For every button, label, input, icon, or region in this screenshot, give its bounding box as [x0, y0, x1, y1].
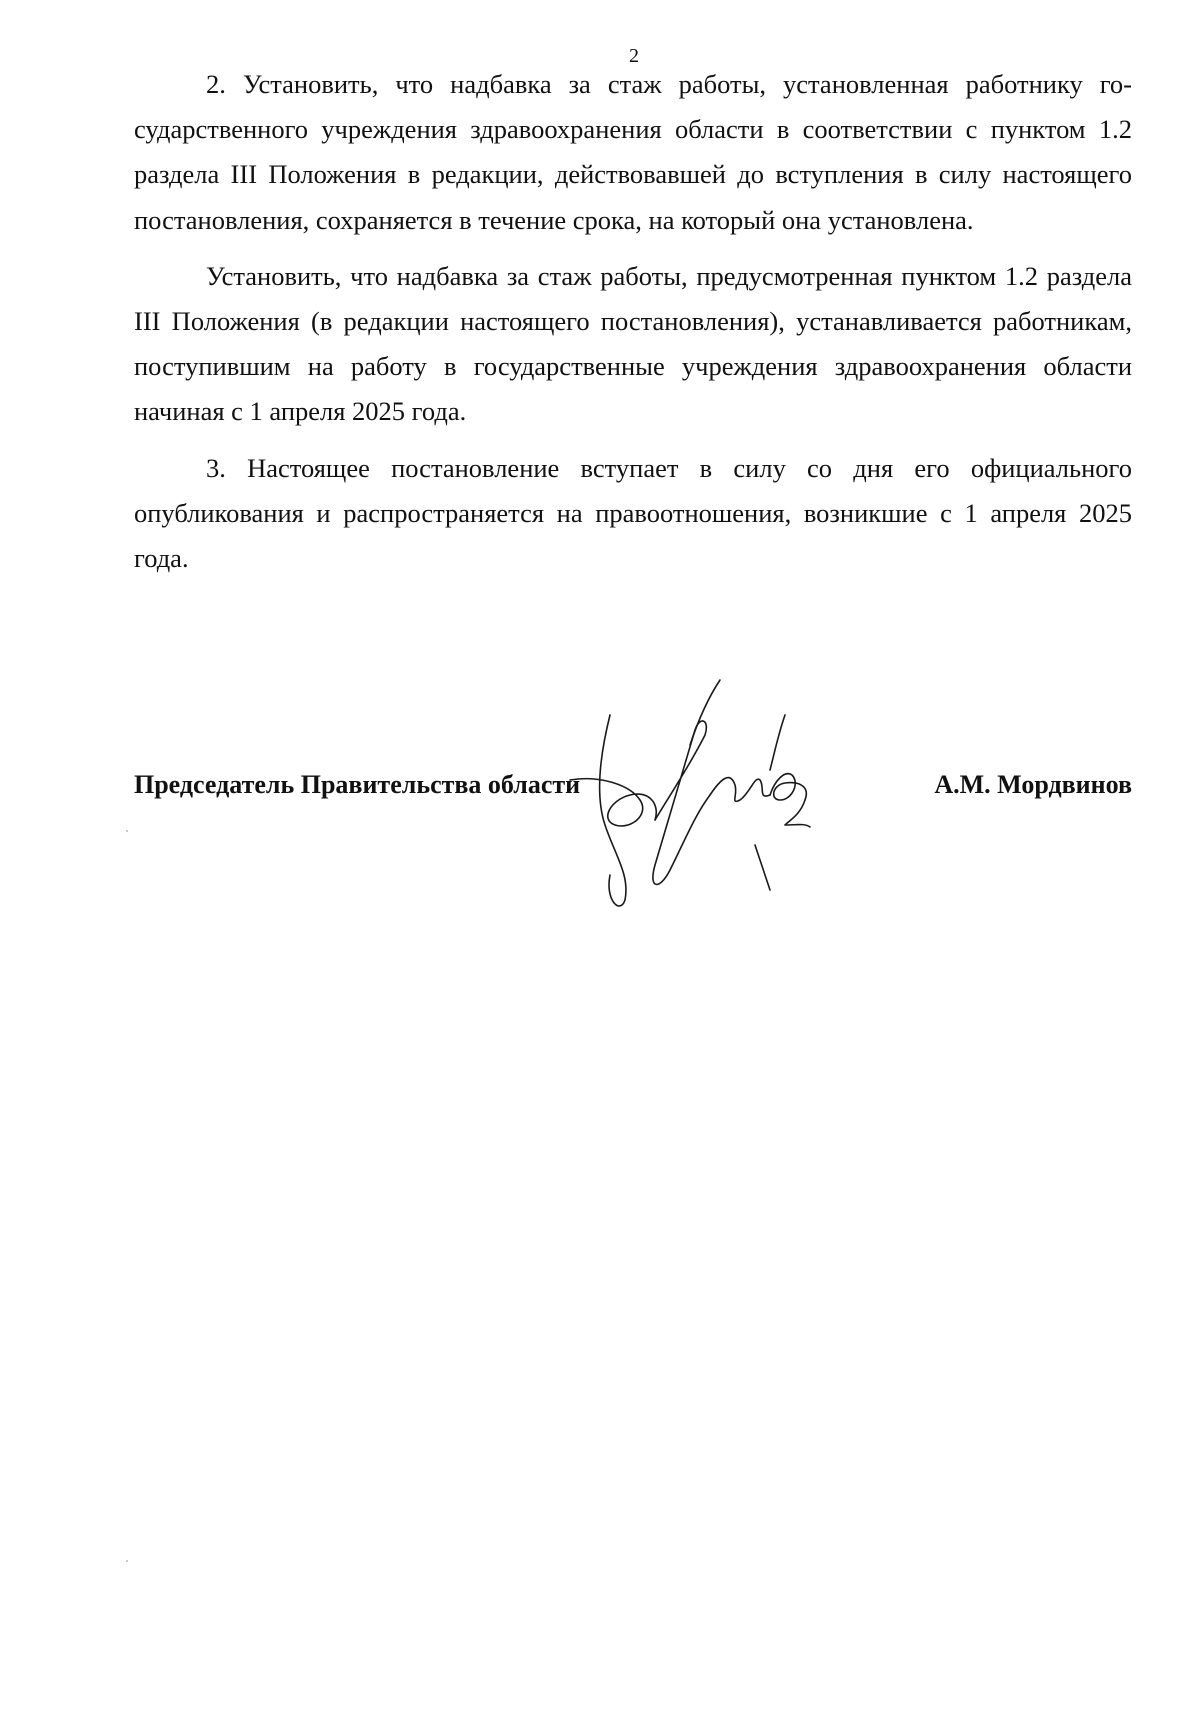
document-body	[134, 62, 1132, 581]
page-number: 2	[629, 45, 639, 67]
paragraph-item-2-continued: Установить, что надбавка за стаж работы, предусмотренная пунктом 1.2 раздела III Положения (в редакции настоящего постановления), устанавливается работникам, поступившим на работу в государственные учреждения здравоохранения области начиная с 1 апреля 2025 года.	[134, 260, 1132, 427]
paragraph-item-2: 2. Установить, что надбавка за стаж работы, установленная работнику государственного учреждения здравоохранения области в соответствии с пунктом 1.2 раздела III Положения в редакции, действовавшей до вступления в силу настоящего постановления, сохраняется в течение срока, на который она установлена.	[134, 69, 1132, 235]
scan-speck	[126, 1560, 128, 1562]
paragraph-item-3: 3. Настоящее постановление вступает в силу со дня его официального опубликования и распространяется на правоотношения, возникшие с 1 апреля 2025 года.	[134, 452, 1132, 574]
scan-speck	[126, 830, 128, 832]
signer-title: Председатель Правительства области	[134, 770, 581, 799]
signer-name: А.М. Мордвинов	[934, 770, 1132, 799]
signature-block	[134, 770, 1132, 810]
